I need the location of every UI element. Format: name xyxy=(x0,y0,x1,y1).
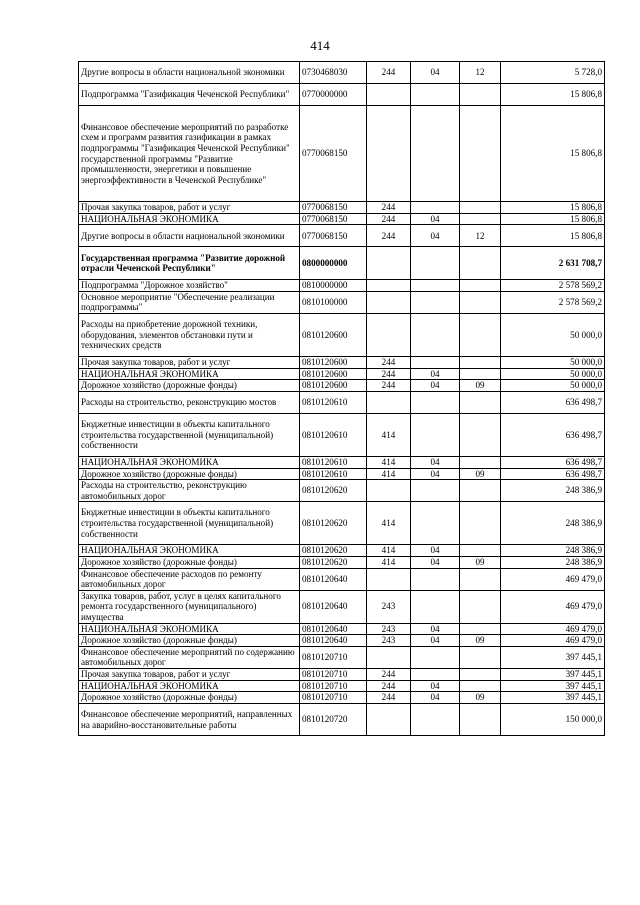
row-subsection-cell xyxy=(460,623,501,635)
row-section-cell xyxy=(411,413,460,456)
row-subsection-cell xyxy=(460,247,501,280)
table-row xyxy=(79,380,605,392)
row-code-cell: 0810100000 xyxy=(300,291,367,313)
row-name-cell: НАЦИОНАЛЬНАЯ ЭКОНОМИКА xyxy=(79,545,300,557)
row-name-cell: НАЦИОНАЛЬНАЯ ЭКОНОМИКА xyxy=(79,623,300,635)
row-name-cell: Дорожное хозяйство (дорожные фонды) xyxy=(79,468,300,480)
row-section-cell: 04 xyxy=(411,213,460,225)
row-code-cell: 0730468030 xyxy=(300,62,367,84)
row-subsection-cell xyxy=(460,502,501,545)
budget-table-body xyxy=(79,62,605,736)
row-name-cell: Финансовое обеспечение мероприятий по разработке схем и программ развития газификации в рамках подпрограммы "Газификация Чеченской Республики" государственной программы "Развитие промышленности, энергетики и повышение энергоэффективности в Чеченской Республике" xyxy=(79,106,300,202)
table-row xyxy=(79,557,605,569)
row-sum-cell: 636 498,7 xyxy=(501,456,605,468)
row-sum-cell: 248 386,9 xyxy=(501,557,605,569)
row-expense-type-cell: 414 xyxy=(367,557,411,569)
row-subsection-cell xyxy=(460,356,501,368)
row-sum-cell: 50 000,0 xyxy=(501,368,605,380)
row-name-cell: Закупка товаров, работ, услуг в целях капитального ремонта государственного (муниципального) имущества xyxy=(79,590,300,623)
row-sum-cell: 397 445,1 xyxy=(501,680,605,692)
row-name-cell: Расходы на строительство, реконструкцию автомобильных дорог xyxy=(79,480,300,502)
row-subsection-cell xyxy=(460,313,501,356)
row-subsection-cell xyxy=(460,202,501,214)
row-sum-cell: 248 386,9 xyxy=(501,502,605,545)
row-sum-cell: 15 806,8 xyxy=(501,202,605,214)
row-sum-cell: 397 445,1 xyxy=(501,669,605,681)
row-subsection-cell: 09 xyxy=(460,635,501,647)
table-row xyxy=(79,313,605,356)
row-subsection-cell: 09 xyxy=(460,380,501,392)
row-section-cell: 04 xyxy=(411,545,460,557)
row-subsection-cell xyxy=(460,480,501,502)
row-name-cell: Бюджетные инвестиции в объекты капитального строительства государственной (муниципальной) собственности xyxy=(79,413,300,456)
row-subsection-cell xyxy=(460,368,501,380)
row-section-cell xyxy=(411,247,460,280)
row-subsection-cell xyxy=(460,568,501,590)
table-row xyxy=(79,456,605,468)
row-subsection-cell xyxy=(460,545,501,557)
row-code-cell: 0810120640 xyxy=(300,623,367,635)
row-expense-type-cell: 244 xyxy=(367,669,411,681)
row-subsection-cell xyxy=(460,279,501,291)
row-code-cell: 0810120720 xyxy=(300,703,367,736)
row-sum-cell: 50 000,0 xyxy=(501,380,605,392)
row-name-cell: Подпрограмма "Газификация Чеченской Республики" xyxy=(79,84,300,106)
row-code-cell: 0810120640 xyxy=(300,635,367,647)
row-section-cell: 04 xyxy=(411,635,460,647)
row-section-cell xyxy=(411,356,460,368)
row-sum-cell: 248 386,9 xyxy=(501,545,605,557)
row-sum-cell: 2 578 569,2 xyxy=(501,279,605,291)
row-sum-cell: 397 445,1 xyxy=(501,692,605,704)
row-code-cell: 0810120620 xyxy=(300,545,367,557)
row-name-cell: Государственная программа "Развитие дорожной отрасли Чеченской Республики" xyxy=(79,247,300,280)
row-name-cell: НАЦИОНАЛЬНАЯ ЭКОНОМИКА xyxy=(79,680,300,692)
row-subsection-cell xyxy=(460,669,501,681)
table-row xyxy=(79,703,605,736)
row-expense-type-cell: 244 xyxy=(367,213,411,225)
row-name-cell: Прочая закупка товаров, работ и услуг xyxy=(79,356,300,368)
table-row xyxy=(79,468,605,480)
row-sum-cell: 150 000,0 xyxy=(501,703,605,736)
row-code-cell: 0810120610 xyxy=(300,413,367,456)
row-expense-type-cell: 244 xyxy=(367,368,411,380)
budget-table xyxy=(78,61,605,736)
table-row xyxy=(79,623,605,635)
row-code-cell: 0810120610 xyxy=(300,456,367,468)
row-section-cell xyxy=(411,291,460,313)
row-code-cell: 0810120600 xyxy=(300,356,367,368)
row-section-cell xyxy=(411,391,460,413)
row-name-cell: Прочая закупка товаров, работ и услуг xyxy=(79,202,300,214)
row-section-cell xyxy=(411,703,460,736)
row-expense-type-cell xyxy=(367,568,411,590)
row-name-cell: Финансовое обеспечение мероприятий, направленных на аварийно-восстановительные работы xyxy=(79,703,300,736)
row-sum-cell: 15 806,8 xyxy=(501,84,605,106)
row-name-cell: Финансовое обеспечение расходов по ремонту автомобильных дорог xyxy=(79,568,300,590)
table-row xyxy=(79,692,605,704)
row-name-cell: Другие вопросы в области национальной экономики xyxy=(79,62,300,84)
row-expense-type-cell: 243 xyxy=(367,623,411,635)
row-section-cell: 04 xyxy=(411,62,460,84)
row-section-cell xyxy=(411,646,460,668)
row-name-cell: НАЦИОНАЛЬНАЯ ЭКОНОМИКА xyxy=(79,213,300,225)
row-code-cell: 0810120640 xyxy=(300,568,367,590)
table-row xyxy=(79,669,605,681)
row-code-cell: 0810120710 xyxy=(300,646,367,668)
row-section-cell xyxy=(411,502,460,545)
row-subsection-cell: 09 xyxy=(460,557,501,569)
row-sum-cell: 469 479,0 xyxy=(501,590,605,623)
row-expense-type-cell xyxy=(367,279,411,291)
row-sum-cell: 2 578 569,2 xyxy=(501,291,605,313)
row-code-cell: 0810120710 xyxy=(300,680,367,692)
row-name-cell: Расходы на приобретение дорожной техники, оборудования, элементов обстановки пути и технических средств xyxy=(79,313,300,356)
row-sum-cell: 15 806,8 xyxy=(501,213,605,225)
row-subsection-cell xyxy=(460,456,501,468)
row-name-cell: Расходы на строительство, реконструкцию мостов xyxy=(79,391,300,413)
table-row xyxy=(79,391,605,413)
row-name-cell: Финансовое обеспечение мероприятий по содержанию автомобильных дорог xyxy=(79,646,300,668)
row-name-cell: Прочая закупка товаров, работ и услуг xyxy=(79,669,300,681)
row-name-cell: Бюджетные инвестиции в объекты капитального строительства государственной (муниципальной) собственности xyxy=(79,502,300,545)
row-section-cell xyxy=(411,480,460,502)
row-sum-cell: 636 498,7 xyxy=(501,413,605,456)
row-expense-type-cell xyxy=(367,247,411,280)
row-code-cell: 0810120710 xyxy=(300,669,367,681)
row-subsection-cell: 09 xyxy=(460,692,501,704)
row-code-cell: 0770068150 xyxy=(300,225,367,247)
row-sum-cell: 469 479,0 xyxy=(501,623,605,635)
row-subsection-cell xyxy=(460,703,501,736)
row-section-cell xyxy=(411,313,460,356)
row-subsection-cell xyxy=(460,391,501,413)
row-code-cell: 0770000000 xyxy=(300,84,367,106)
row-sum-cell: 5 728,0 xyxy=(501,62,605,84)
row-sum-cell: 50 000,0 xyxy=(501,356,605,368)
row-sum-cell: 50 000,0 xyxy=(501,313,605,356)
row-expense-type-cell: 243 xyxy=(367,590,411,623)
row-expense-type-cell: 243 xyxy=(367,635,411,647)
table-row xyxy=(79,480,605,502)
row-section-cell: 04 xyxy=(411,557,460,569)
row-code-cell: 0810120640 xyxy=(300,590,367,623)
row-code-cell: 0810120620 xyxy=(300,557,367,569)
row-subsection-cell: 09 xyxy=(460,468,501,480)
row-expense-type-cell: 244 xyxy=(367,680,411,692)
row-section-cell: 04 xyxy=(411,468,460,480)
row-section-cell xyxy=(411,568,460,590)
row-section-cell: 04 xyxy=(411,680,460,692)
table-row xyxy=(79,368,605,380)
row-expense-type-cell xyxy=(367,84,411,106)
row-code-cell: 0770068150 xyxy=(300,202,367,214)
row-code-cell: 0800000000 xyxy=(300,247,367,280)
row-name-cell: НАЦИОНАЛЬНАЯ ЭКОНОМИКА xyxy=(79,456,300,468)
table-row xyxy=(79,590,605,623)
row-sum-cell: 469 479,0 xyxy=(501,568,605,590)
row-subsection-cell xyxy=(460,106,501,202)
row-subsection-cell xyxy=(460,291,501,313)
table-row xyxy=(79,545,605,557)
row-subsection-cell xyxy=(460,680,501,692)
table-row xyxy=(79,646,605,668)
table-row xyxy=(79,84,605,106)
row-subsection-cell xyxy=(460,646,501,668)
row-name-cell: Другие вопросы в области национальной экономики xyxy=(79,225,300,247)
row-subsection-cell xyxy=(460,84,501,106)
row-expense-type-cell xyxy=(367,291,411,313)
row-expense-type-cell: 244 xyxy=(367,202,411,214)
row-code-cell: 0810120610 xyxy=(300,391,367,413)
row-section-cell xyxy=(411,279,460,291)
row-section-cell xyxy=(411,590,460,623)
row-expense-type-cell: 244 xyxy=(367,356,411,368)
row-subsection-cell xyxy=(460,413,501,456)
row-name-cell: Дорожное хозяйство (дорожные фонды) xyxy=(79,635,300,647)
row-section-cell: 04 xyxy=(411,692,460,704)
row-sum-cell: 636 498,7 xyxy=(501,468,605,480)
row-expense-type-cell xyxy=(367,391,411,413)
row-sum-cell: 469 479,0 xyxy=(501,635,605,647)
row-expense-type-cell: 414 xyxy=(367,545,411,557)
table-row xyxy=(79,202,605,214)
table-row xyxy=(79,413,605,456)
row-expense-type-cell xyxy=(367,646,411,668)
row-expense-type-cell xyxy=(367,703,411,736)
row-section-cell: 04 xyxy=(411,380,460,392)
row-code-cell: 0810120620 xyxy=(300,480,367,502)
row-expense-type-cell xyxy=(367,106,411,202)
row-sum-cell: 248 386,9 xyxy=(501,480,605,502)
row-code-cell: 0810120600 xyxy=(300,313,367,356)
table-row xyxy=(79,291,605,313)
row-section-cell xyxy=(411,106,460,202)
table-row xyxy=(79,680,605,692)
table-row xyxy=(79,106,605,202)
table-row xyxy=(79,62,605,84)
row-name-cell: Дорожное хозяйство (дорожные фонды) xyxy=(79,380,300,392)
row-section-cell: 04 xyxy=(411,623,460,635)
row-expense-type-cell: 244 xyxy=(367,692,411,704)
row-section-cell xyxy=(411,669,460,681)
row-expense-type-cell xyxy=(367,313,411,356)
row-code-cell: 0770068150 xyxy=(300,213,367,225)
row-code-cell: 0810120620 xyxy=(300,502,367,545)
row-subsection-cell xyxy=(460,213,501,225)
table-row xyxy=(79,568,605,590)
row-section-cell: 04 xyxy=(411,225,460,247)
row-name-cell: Дорожное хозяйство (дорожные фонды) xyxy=(79,557,300,569)
row-code-cell: 0810120600 xyxy=(300,368,367,380)
row-expense-type-cell xyxy=(367,480,411,502)
row-code-cell: 0810120610 xyxy=(300,468,367,480)
row-section-cell: 04 xyxy=(411,456,460,468)
row-sum-cell: 15 806,8 xyxy=(501,106,605,202)
row-name-cell: Дорожное хозяйство (дорожные фонды) xyxy=(79,692,300,704)
row-sum-cell: 15 806,8 xyxy=(501,225,605,247)
row-code-cell: 0770068150 xyxy=(300,106,367,202)
table-row xyxy=(79,635,605,647)
row-name-cell: Основное мероприятие "Обеспечение реализации подпрограммы" xyxy=(79,291,300,313)
row-subsection-cell: 12 xyxy=(460,62,501,84)
row-subsection-cell: 12 xyxy=(460,225,501,247)
row-expense-type-cell: 244 xyxy=(367,225,411,247)
table-row xyxy=(79,356,605,368)
row-name-cell: НАЦИОНАЛЬНАЯ ЭКОНОМИКА xyxy=(79,368,300,380)
row-section-cell xyxy=(411,202,460,214)
row-name-cell: Подпрограмма "Дорожное хозяйство" xyxy=(79,279,300,291)
row-sum-cell: 2 631 708,7 xyxy=(501,247,605,280)
table-row xyxy=(79,225,605,247)
row-expense-type-cell: 414 xyxy=(367,502,411,545)
row-sum-cell: 636 498,7 xyxy=(501,391,605,413)
row-subsection-cell xyxy=(460,590,501,623)
row-code-cell: 0810000000 xyxy=(300,279,367,291)
row-sum-cell: 397 445,1 xyxy=(501,646,605,668)
row-expense-type-cell: 414 xyxy=(367,468,411,480)
table-row xyxy=(79,502,605,545)
page-number: 414 xyxy=(310,38,330,53)
table-row xyxy=(79,213,605,225)
row-section-cell: 04 xyxy=(411,368,460,380)
row-code-cell: 0810120600 xyxy=(300,380,367,392)
table-row xyxy=(79,247,605,280)
row-section-cell xyxy=(411,84,460,106)
row-expense-type-cell: 244 xyxy=(367,380,411,392)
row-expense-type-cell: 414 xyxy=(367,413,411,456)
row-code-cell: 0810120710 xyxy=(300,692,367,704)
row-expense-type-cell: 244 xyxy=(367,62,411,84)
row-expense-type-cell: 414 xyxy=(367,456,411,468)
table-row xyxy=(79,279,605,291)
